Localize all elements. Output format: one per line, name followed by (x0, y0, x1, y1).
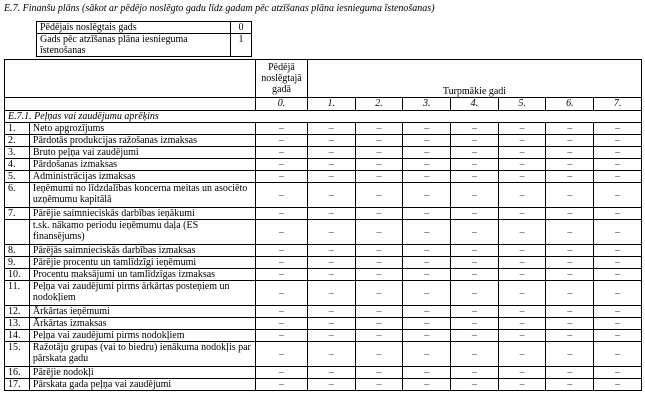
legend-label: Pēdējais noslēgtais gads (37, 22, 231, 34)
value-cell: – (355, 379, 403, 391)
value-cell: – (256, 135, 308, 147)
value-cell: – (498, 159, 546, 171)
value-cell: – (355, 183, 403, 208)
value-cell: – (594, 318, 642, 330)
value-cell: – (451, 123, 499, 135)
value-cell: – (403, 318, 451, 330)
row-label: Ārkārtas izmaksas (29, 318, 255, 330)
value-cell: – (307, 245, 355, 257)
section-row (5, 111, 642, 123)
row-number: 7. (5, 208, 30, 220)
row-number: 6. (5, 183, 30, 208)
row-label: Pārējie saimnieciskās darbības ieņākumi (29, 208, 255, 220)
value-cell: – (451, 135, 499, 147)
value-cell: – (403, 257, 451, 269)
value-cell: – (256, 245, 308, 257)
value-cell: – (256, 208, 308, 220)
value-cell: – (451, 171, 499, 183)
value-cell: – (355, 269, 403, 281)
value-cell: – (594, 306, 642, 318)
value-cell: – (451, 318, 499, 330)
row-number: 2. (5, 135, 30, 147)
row-label: Pārējie nodokļi (29, 367, 255, 379)
value-cell: – (498, 367, 546, 379)
value-cell: – (594, 281, 642, 306)
row-number: 13. (5, 318, 30, 330)
value-cell: – (256, 367, 308, 379)
value-cell: – (546, 306, 594, 318)
table-row (5, 330, 642, 342)
year-header-cell: 3. (403, 98, 451, 111)
value-cell: – (307, 367, 355, 379)
row-label: Ražotāju grupas (vai to biedru) ienākuma nodokļis par pārskata gadu (29, 342, 255, 367)
table-row (5, 306, 642, 318)
value-cell: – (451, 367, 499, 379)
value-cell: – (403, 183, 451, 208)
row-number: 4. (5, 159, 30, 171)
header-blank-cell (5, 98, 256, 111)
year-header-cell: 4. (451, 98, 499, 111)
value-cell: – (594, 342, 642, 367)
value-cell: – (594, 257, 642, 269)
value-cell: – (403, 342, 451, 367)
row-number: 8. (5, 245, 30, 257)
value-cell: – (307, 123, 355, 135)
value-cell: – (256, 269, 308, 281)
year-header-cell: 5. (498, 98, 546, 111)
table-row (5, 281, 642, 306)
row-label: Pārskata gada peļņa vai zaudējumi (29, 379, 255, 391)
value-cell: – (498, 183, 546, 208)
value-cell: – (498, 123, 546, 135)
value-cell: – (594, 159, 642, 171)
value-cell: – (307, 281, 355, 306)
value-cell: – (307, 171, 355, 183)
row-label: Pārdošanas izmaksas (29, 159, 255, 171)
header-blank-cell (5, 60, 256, 98)
table-row (5, 342, 642, 367)
value-cell: – (403, 245, 451, 257)
value-cell: – (403, 135, 451, 147)
header-last-year: Pēdējā noslēgtajā gadā (256, 60, 308, 98)
value-cell: – (307, 220, 355, 245)
row-label: Peļņa vai zaudējumi pirms nodokļiem (29, 330, 255, 342)
legend-row (37, 22, 252, 34)
header-next-years: Turpmākie gadi (307, 60, 641, 98)
value-cell: – (403, 269, 451, 281)
value-cell: – (451, 269, 499, 281)
value-cell: – (451, 208, 499, 220)
legend-row (37, 34, 252, 57)
value-cell: – (355, 342, 403, 367)
value-cell: – (355, 306, 403, 318)
value-cell: – (546, 281, 594, 306)
value-cell: – (498, 318, 546, 330)
value-cell: – (498, 171, 546, 183)
value-cell: – (403, 330, 451, 342)
year-header-cell: 7. (594, 98, 642, 111)
row-label: Procentu maksājumi un tamlīdzīgas izmaksas (29, 269, 255, 281)
table-row (5, 367, 642, 379)
value-cell: – (546, 379, 594, 391)
value-cell: – (451, 257, 499, 269)
row-label: t.sk. nākamo periodu ieņēmumu daļa (ES finansējums) (29, 220, 255, 245)
value-cell: – (594, 269, 642, 281)
value-cell: – (498, 135, 546, 147)
value-cell: – (594, 367, 642, 379)
row-number: 17. (5, 379, 30, 391)
value-cell: – (307, 183, 355, 208)
value-cell: – (256, 330, 308, 342)
value-cell: – (498, 208, 546, 220)
year-header-cell: 0. (256, 98, 308, 111)
value-cell: – (256, 281, 308, 306)
value-cell: – (256, 159, 308, 171)
value-cell: – (594, 330, 642, 342)
value-cell: – (546, 318, 594, 330)
year-header-cell: 1. (307, 98, 355, 111)
value-cell: – (355, 257, 403, 269)
value-cell: – (498, 269, 546, 281)
year-legend-table (36, 21, 252, 57)
value-cell: – (307, 269, 355, 281)
value-cell: – (451, 245, 499, 257)
table-row (5, 245, 642, 257)
value-cell: – (403, 171, 451, 183)
value-cell: – (355, 281, 403, 306)
value-cell: – (546, 147, 594, 159)
value-cell: – (307, 379, 355, 391)
year-header-cell: 6. (546, 98, 594, 111)
value-cell: – (546, 220, 594, 245)
value-cell: – (594, 245, 642, 257)
table-row (5, 379, 642, 391)
value-cell: – (546, 159, 594, 171)
value-cell: – (451, 342, 499, 367)
document-title: E.7. Finanšu plāns (sākot ar pēdējo noslēgto gadu līdz gadam pēc atzīšanas plāna iesnieguma īstenošanas) (4, 3, 435, 14)
row-label: Bruto peļņa vai zaudējumi (29, 147, 255, 159)
row-number: 1. (5, 123, 30, 135)
value-cell: – (403, 208, 451, 220)
value-cell: – (451, 183, 499, 208)
value-cell: – (546, 330, 594, 342)
value-cell: – (355, 135, 403, 147)
row-label: Pārējie procentu un tamlīdzīgi ieņēmumi (29, 257, 255, 269)
row-label: Pārdotās produkcijas ražošanas izmaksas (29, 135, 255, 147)
row-number: 14. (5, 330, 30, 342)
value-cell: – (403, 123, 451, 135)
row-number (5, 220, 30, 245)
table-row (5, 147, 642, 159)
value-cell: – (594, 147, 642, 159)
row-number: 16. (5, 367, 30, 379)
value-cell: – (355, 367, 403, 379)
section-heading: E.7.1. Peļņas vai zaudējumu aprēķins (5, 111, 642, 123)
value-cell: – (498, 220, 546, 245)
value-cell: – (256, 183, 308, 208)
value-cell: – (546, 269, 594, 281)
value-cell: – (498, 306, 546, 318)
value-cell: – (546, 245, 594, 257)
row-label: Peļņa vai zaudējumi pirms ārkārtas posteņiem un nodokļiem (29, 281, 255, 306)
value-cell: – (594, 379, 642, 391)
value-cell: – (307, 330, 355, 342)
table-row (5, 135, 642, 147)
value-cell: – (256, 379, 308, 391)
value-cell: – (403, 147, 451, 159)
table-row (5, 208, 642, 220)
value-cell: – (256, 123, 308, 135)
table-row (5, 220, 642, 245)
value-cell: – (307, 318, 355, 330)
value-cell: – (451, 147, 499, 159)
row-label: Administrācijas izmaksas (29, 171, 255, 183)
value-cell: – (594, 183, 642, 208)
value-cell: – (355, 220, 403, 245)
value-cell: – (451, 281, 499, 306)
value-cell: – (498, 281, 546, 306)
value-cell: – (256, 342, 308, 367)
year-header-cell: 2. (355, 98, 403, 111)
value-cell: – (546, 123, 594, 135)
legend-label: Gads pēc atzīšanas plāna iesnieguma īstenošanas (37, 34, 231, 57)
value-cell: – (546, 367, 594, 379)
value-cell: – (355, 208, 403, 220)
value-cell: – (256, 147, 308, 159)
row-label: Ieņēmumi no līdzdalības koncerna meitas un asociēto uzņēmumu kapitālā (29, 183, 255, 208)
value-cell: – (307, 342, 355, 367)
value-cell: – (307, 257, 355, 269)
value-cell: – (546, 257, 594, 269)
row-number: 10. (5, 269, 30, 281)
value-cell: – (403, 220, 451, 245)
value-cell: – (546, 171, 594, 183)
value-cell: – (307, 208, 355, 220)
value-cell: – (451, 159, 499, 171)
value-cell: – (451, 220, 499, 245)
value-cell: – (546, 135, 594, 147)
value-cell: – (594, 123, 642, 135)
header-row-years (5, 98, 642, 111)
value-cell: – (498, 245, 546, 257)
value-cell: – (546, 183, 594, 208)
value-cell: – (594, 135, 642, 147)
value-cell: – (498, 257, 546, 269)
financial-plan-table (4, 59, 642, 391)
row-number: 15. (5, 342, 30, 367)
header-row-labels (5, 60, 642, 98)
value-cell: – (307, 159, 355, 171)
value-cell: – (256, 220, 308, 245)
row-label: Ārkārtas ieņēmumi (29, 306, 255, 318)
value-cell: – (355, 318, 403, 330)
value-cell: – (451, 306, 499, 318)
table-row (5, 171, 642, 183)
value-cell: – (256, 171, 308, 183)
value-cell: – (355, 159, 403, 171)
value-cell: – (355, 330, 403, 342)
table-row (5, 159, 642, 171)
table-row (5, 269, 642, 281)
value-cell: – (594, 220, 642, 245)
value-cell: – (546, 342, 594, 367)
value-cell: – (451, 330, 499, 342)
row-number: 9. (5, 257, 30, 269)
value-cell: – (307, 306, 355, 318)
value-cell: – (307, 147, 355, 159)
table-row (5, 318, 642, 330)
value-cell: – (498, 330, 546, 342)
row-number: 11. (5, 281, 30, 306)
row-label: Neto apgrozījums (29, 123, 255, 135)
value-cell: – (498, 379, 546, 391)
value-cell: – (403, 367, 451, 379)
value-cell: – (403, 306, 451, 318)
table-row (5, 183, 642, 208)
value-cell: – (256, 257, 308, 269)
value-cell: – (594, 171, 642, 183)
value-cell: – (256, 306, 308, 318)
value-cell: – (355, 123, 403, 135)
value-cell: – (546, 208, 594, 220)
value-cell: – (355, 147, 403, 159)
value-cell: – (451, 379, 499, 391)
value-cell: – (498, 147, 546, 159)
value-cell: – (256, 318, 308, 330)
table-row (5, 257, 642, 269)
value-cell: – (498, 342, 546, 367)
legend-value: 1 (231, 34, 252, 57)
row-number: 3. (5, 147, 30, 159)
value-cell: – (403, 281, 451, 306)
legend-value: 0 (231, 22, 252, 34)
value-cell: – (403, 159, 451, 171)
value-cell: – (594, 208, 642, 220)
value-cell: – (355, 171, 403, 183)
row-number: 5. (5, 171, 30, 183)
row-label: Pārējās saimnieciskās darbības izmaksas (29, 245, 255, 257)
value-cell: – (307, 135, 355, 147)
row-number: 12. (5, 306, 30, 318)
value-cell: – (403, 379, 451, 391)
table-row (5, 123, 642, 135)
value-cell: – (355, 245, 403, 257)
